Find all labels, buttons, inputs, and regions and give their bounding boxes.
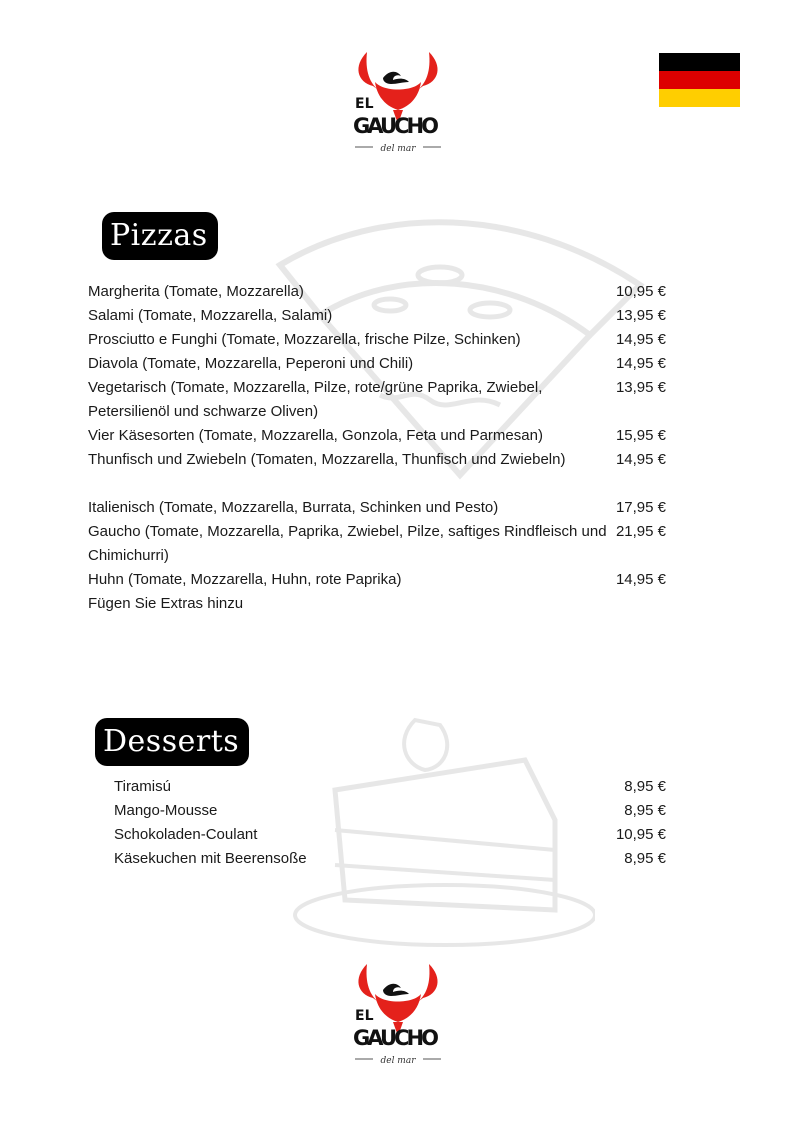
menu-item — [88, 376, 666, 424]
menu-item — [114, 775, 666, 799]
item-name: Salami (Tomate, Mozzarella, Salami) — [88, 307, 333, 324]
el-gaucho-logo — [343, 960, 453, 1070]
item-name: Italienisch (Tomate, Mozzarella, Burrata, Schinken und Pesto) — [88, 499, 499, 516]
item-name: Schokoladen-Coulant — [114, 826, 258, 843]
item-name: Thunfisch und Zwiebeln (Tomaten, Mozzarella, Thunfisch und Zwiebeln) — [88, 451, 566, 468]
svg-text:del mar: del mar — [380, 144, 416, 154]
item-price: 8,95 € — [624, 802, 666, 819]
svg-text:del mar: del mar — [380, 1056, 416, 1066]
item-price: 14,95 € — [615, 451, 666, 468]
menu-item — [88, 448, 666, 472]
menu-item — [114, 823, 666, 847]
item-price: 8,95 € — [624, 778, 666, 795]
item-price: 14,95 € — [615, 571, 666, 588]
item-name: Gaucho (Tomate, Mozzarella, Paprika, Zwiebel, Pilze, saftiges Rindfleisch und Chimichurri) — [88, 523, 607, 564]
menu-item — [88, 304, 666, 328]
item-price: 14,95 € — [615, 355, 666, 372]
item-price: 14,95 € — [615, 331, 666, 348]
item-price: 13,95 € — [615, 307, 666, 324]
item-name: Tiramisú — [114, 778, 171, 795]
el-gaucho-logo — [343, 48, 453, 158]
item-price: 10,95 € — [615, 826, 666, 843]
item-name: Käsekuchen mit Beerensoße — [114, 850, 307, 867]
menu-item — [88, 496, 666, 520]
item-name: Vegetarisch (Tomate, Mozzarella, Pilze, rote/grüne Paprika, Zwiebel, Petersilienöl und schwarze Oliven) — [88, 379, 543, 420]
menu-item — [114, 847, 666, 871]
item-name: Diavola (Tomate, Mozzarella, Peperoni und Chili) — [88, 355, 414, 372]
item-name: Margherita (Tomate, Mozzarella) — [88, 283, 304, 300]
item-price: 8,95 € — [624, 850, 666, 867]
menu-item — [88, 328, 666, 352]
extras-note: Fügen Sie Extras hinzu — [88, 595, 244, 612]
item-name: Vier Käsesorten (Tomate, Mozzarella, Gonzola, Feta und Parmesan) — [88, 427, 543, 444]
menu-item — [88, 568, 666, 592]
menu-item — [114, 799, 666, 823]
menu-item — [88, 520, 666, 568]
menu-item — [88, 352, 666, 376]
menu-item — [88, 424, 666, 448]
item-price: 21,95 € — [615, 523, 666, 540]
item-price: 10,95 € — [615, 283, 666, 300]
item-name: Huhn (Tomate, Mozzarella, Huhn, rote Paprika) — [88, 571, 402, 588]
svg-text:EL: EL — [355, 96, 374, 112]
svg-text:GAUCHO: GAUCHO — [353, 114, 439, 138]
svg-text:GAUCHO: GAUCHO — [353, 1026, 439, 1050]
german-flag-icon — [659, 53, 740, 107]
item-price: 17,95 € — [615, 499, 666, 516]
pizzas-section-title: Pizzas — [102, 212, 218, 260]
menu-item — [88, 280, 666, 304]
item-price: 13,95 € — [615, 379, 666, 396]
item-name: Prosciutto e Funghi (Tomate, Mozzarella, frische Pilze, Schinken) — [88, 331, 521, 348]
desserts-section-title: Desserts — [95, 718, 249, 766]
svg-text:EL: EL — [355, 1008, 374, 1024]
item-name: Mango-Mousse — [114, 802, 218, 819]
item-price: 15,95 € — [615, 427, 666, 444]
